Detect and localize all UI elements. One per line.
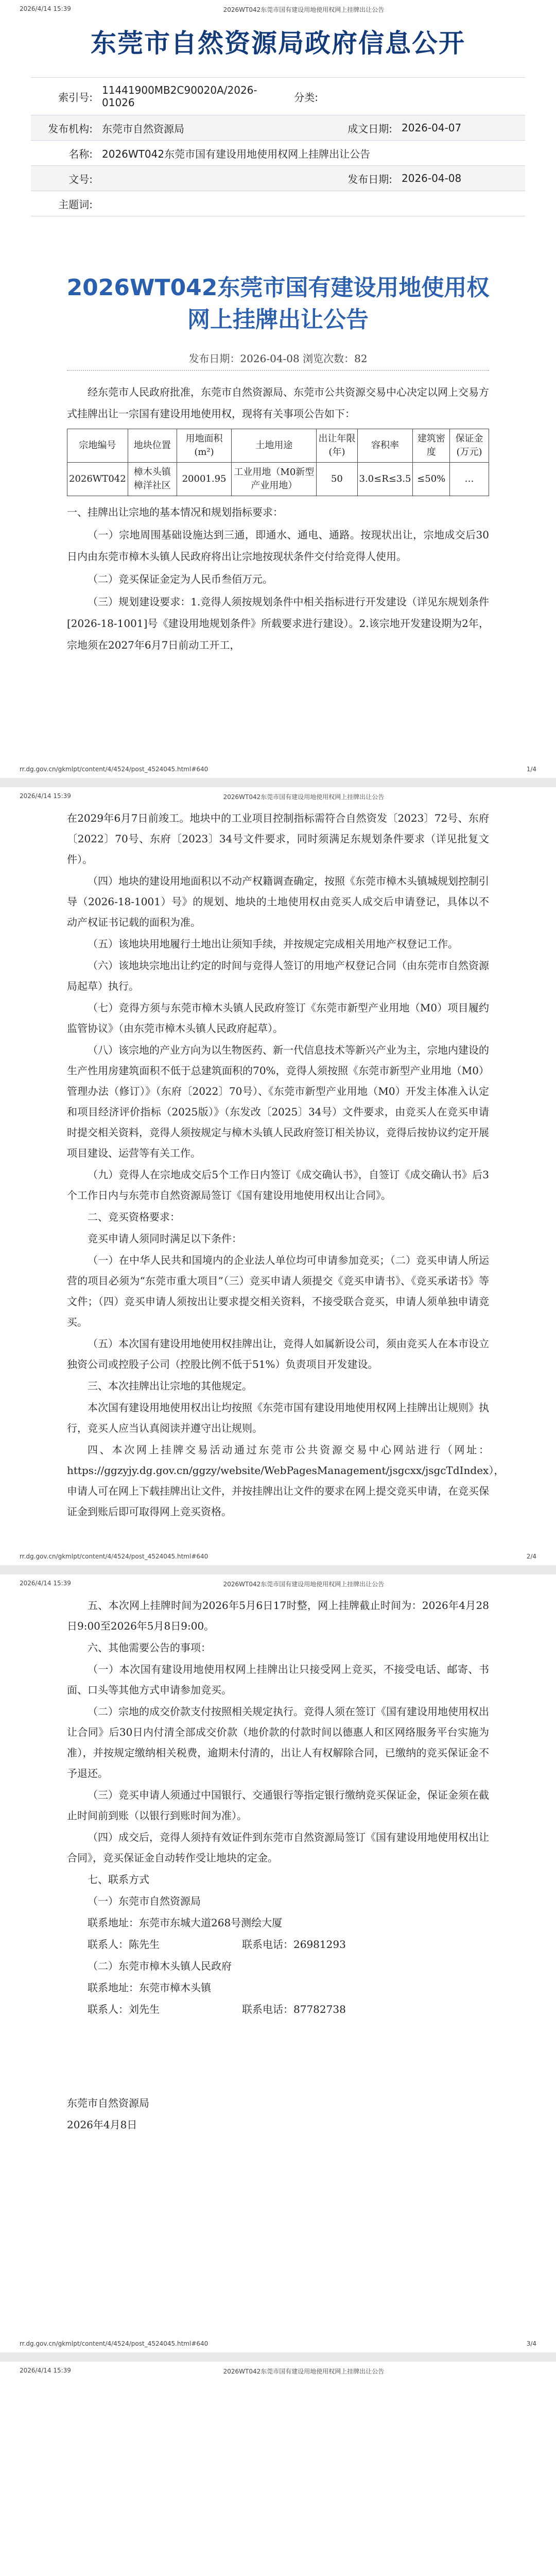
section-heading: 六、其他需要公告的事项： [88,1641,211,1654]
land-table-cell: … [449,463,489,496]
print-url: rr.dg.gov.cn/gkmlpt/content/4/4524/post_4524045.html#640 [20,766,208,773]
print-datetime: 2026/4/14 15:39 [20,1580,71,1587]
divider [67,370,489,371]
section-heading: 一、挂牌出让宗地的基本情况和规划指标要求： [67,506,283,518]
print-header [20,1580,536,1588]
signature-date: 2026年4月8日 [67,2119,137,2131]
pubdate-value: 2026-04-08 [402,172,462,184]
org-label: 发布机构: [48,122,93,135]
docno-label: 文号: [68,173,93,185]
contact-org: （一）东莞市自然资源局 [88,1895,201,1907]
land-table-cell: 工业用地（M0新型产业用地） [232,463,317,496]
publish-info: 发布日期：2026-04-08 浏览次数：82 [188,352,368,365]
print-page-4 [0,2362,556,2576]
body-paragraph: （四）成交后，竞得人须持有效证件到东莞市自然资源局签订《国有建设用地使用权出让合同》，竞买保证金自动转作受让地块的定金。 [67,1831,489,1864]
category-label: 分类: [294,91,318,104]
body-paragraph: （一）宗地周围基础设施达到三通，即通水、通电、通路。按现状出让，宗地成交后30日内由东莞市樟木头镇人民政府将出让宗地按现状条件交付给竞得人使用。 [67,529,489,563]
contact-address: 联系地址：东莞市樟木头镇 [88,1981,211,1994]
land-table-row [67,463,489,496]
land-table [67,429,489,496]
body-paragraph: （一）在中华人民共和国境内的企业法人单位均可申请参加竞买；（二）竞买申请人所运营的项目必须为“东莞市重大项目”（三）竞买申请人须提交《竞买申请书》、《竞买承诺书》等文件；（四）竞买申请人须按出让要求提交相关资料，不接受联合竞买，申请人须单独申请竞买。 [67,1254,489,1328]
body-paragraph: （九）竞得人在宗地成交后5个工作日内签订《成交确认书》，自签订《成交确认书》后3个工作日内与东莞市自然资源局签订《国有建设用地使用权出让合同》。 [67,1168,489,1201]
document-body-page-3 [67,1595,489,2136]
pubdate-label: 发布日期: [348,173,392,185]
section-heading: 三、本次挂牌出让宗地的其他规定。 [88,1380,252,1392]
print-header-title: 2026WT042东莞市国有建设用地使用权网上挂牌出让公告 [223,793,385,801]
contact-address: 联系地址：东莞市东城大道268号测绘大厦 [88,1917,283,1929]
index-label: 索引号: [58,91,93,104]
land-table-header: 地块位置 [128,429,177,463]
body-paragraph: （三）竞买申请人须通过中国银行、交通银行等指定银行缴纳竞买保证金，保证金须在截止时间前到账（以银行到账时间为准）。 [67,1789,489,1822]
print-datetime: 2026/4/14 15:39 [20,792,71,800]
print-datetime: 2026/4/14 15:39 [20,2367,71,2374]
land-table-header-row [67,429,489,463]
created-value: 2026-04-07 [402,122,462,134]
document-body-page-1 [67,381,489,657]
contact-person: 联系人：刘先生 联系电话：87782738 [88,2003,346,2015]
print-footer [20,766,536,773]
print-footer [20,1553,536,1560]
org-value: 东莞市自然资源局 [102,122,184,135]
print-header-title: 2026WT042东莞市国有建设用地使用权网上挂牌出让公告 [223,1581,385,1588]
body-paragraph: 竞买申请人须同时满足以下条件： [88,1232,242,1245]
section-heading: 二、竞买资格要求： [88,1211,180,1223]
keywords-label: 主题词: [58,198,93,211]
body-paragraph: （三）规划建设要求：1.竞得人须按规划条件中相关指标进行开发建设（详见东规划条件[2026-18-1001]号《建设用地规划条件》所载要求进行建设）。2.该宗地开发建设期为2年，宗地须在2027年6月7日前动工开工， [67,596,489,651]
body-paragraph: 四、本次网上挂牌交易活动通过东莞市公共资源交易中心网站进行（网址：https://ggzyjy.dg.gov.cn/ggzy/website/WebPagesManagement/jsgcxx/jsgcTdIndex），申请人可在网上下载挂牌出让文件，并按挂牌出让文件的要求在网上提交竞买申请，在竞买保证金到账后即可取得网上竞买资格。 [67,1444,505,1518]
print-page-2 [0,787,556,1565]
index-value: 11441900MB2C90020A/2026-01026 [102,84,257,109]
body-paragraph: 在2029年6月7日前竣工。地块中的工业项目控制指标需符合自然资发〔2023〕72号、东府〔2022〕70号、东府〔2023〕34号文件要求，同时须满足东规划条件要求（详见批复文件）。 [67,812,489,866]
body-paragraph: 本次国有建设用地使用权出让均按照《东莞市国有建设用地使用权网上挂牌出让规则》执行，竞买人应当认真阅读并遵守出让规则。 [67,1401,489,1434]
intro-paragraph: 经东莞市人民政府批准，东莞市自然资源局、东莞市公共资源交易中心决定以网上交易方式挂牌出让一宗国有建设用地使用权，现将有关事项公告如下： [67,386,489,420]
meta-row-keywords [31,191,525,216]
body-paragraph: （一）本次国有建设用地使用权网上挂牌出让只接受网上竞买，不接受电话、邮寄、书面、口头等其他方式申请参加竞买。 [67,1663,489,1696]
document-body-page-2 [67,808,505,1523]
print-header [20,792,536,801]
name-label: 名称: [68,147,93,160]
print-header-title: 2026WT042东莞市国有建设用地使用权网上挂牌出让公告 [223,6,385,13]
body-paragraph: 五、本次网上挂牌时间为2026年5月6日17时整，网上挂牌截止时间为：2026年4月28日9:00至2026年5月8日9:00。 [67,1599,489,1632]
land-table-header: 土地用途 [232,429,317,463]
print-page-3 [0,1574,556,2352]
body-paragraph: （八）该宗地的产业方向为以生物医药、新一代信息技术等新兴产业为主，宗地内建设的生产性用房建筑面积不低于总建筑面积的70%，竞得人须按照《东莞市新型产业用地（M0）管理办法（修订）》（东府〔2022〕70号）、《东莞市新型产业用地（M0）开发主体准入认定和项目经济评价指标（2025版）》（东发改〔2025〕34号）文件要求，由竞买人在竞买申请时提交相关资料，竞得人须按规定与樟木头镇人民政府签订相关协议，竞得后按协议约定开展项目建设、运营等有关工作。 [67,1044,489,1159]
body-paragraph: （五）该地块用地履行土地出让须知手续，并按规定完成相关用地产权登记工作。 [88,938,458,950]
body-paragraph: （五）本次国有建设用地使用权挂牌出让，竞得人如属新设公司，须由竞买人在本市设立独资公司或控股子公司（控股比例不低于51%）负责项目开发建设。 [67,1337,489,1370]
meta-row-name [31,141,525,166]
site-title: 东莞市自然资源局政府信息公开 [91,28,465,58]
land-table-cell: 2026WT042 [67,463,128,496]
section-heading: 七、联系方式 [88,1873,149,1886]
signature-org: 东莞市自然资源局 [67,2097,149,2109]
print-url: rr.dg.gov.cn/gkmlpt/content/4/4524/post_4524045.html#640 [20,2340,208,2347]
body-paragraph: （七）竞得方须与东莞市樟木头镇人民政府签订《东莞市新型产业用地（M0）项目履约监管协议》（由东莞市樟木头镇人民政府起草）。 [67,1002,489,1035]
page-number: 3/4 [526,2340,536,2347]
page-number: 1/4 [526,766,536,773]
body-paragraph: （二）宗地的成交价款支付按照相关规定执行。竞得人须在签订《国有建设用地使用权出让合同》后30日内付清全部成交价款（地价款的付款时间以德惠人和区网络服务平台实施为准），并按规定缴纳相关税费，逾期未付清的，出让人有权解除合同，已缴纳的竞买保证金不予退还。 [67,1705,489,1780]
print-page-1 [0,0,556,778]
land-table-header: 用地面积(m²) [177,429,232,463]
contact-org: （二）东莞市樟木头镇人民政府 [88,1960,232,1972]
body-paragraph: （二）竞买保证金定为人民币叁佰万元。 [88,573,273,585]
print-footer [20,2340,536,2347]
body-paragraph: （六）该地块宗地出让约定的时间与竞得人签订的用地产权登记合同（由东莞市自然资源局起草）执行。 [67,959,489,992]
print-header [20,2367,536,2376]
print-url: rr.dg.gov.cn/gkmlpt/content/4/4524/post_4524045.html#640 [20,1553,208,1560]
page-number: 2/4 [526,1553,536,1560]
land-table-cell: 20001.95 [177,463,232,496]
land-table-header: 保证金(万元) [449,429,489,463]
print-header-title: 2026WT042东莞市国有建设用地使用权网上挂牌出让公告 [223,2368,385,2375]
body-paragraph: （四）地块的建设用地面积以不动产权籍调查确定，按照《东莞市樟木头镇城规划控制引导（2026-18-1001）号》的规划、地块的土地使用权由竞买人成交后申请登记，具体以不动产权证书记载的面积为准。 [67,875,489,928]
land-table-header: 容积率 [357,429,413,463]
meta-row-org [31,115,525,141]
name-value: 2026WT042东莞市国有建设用地使用权网上挂牌出让公告 [102,147,371,160]
meta-row-docno [31,166,525,191]
land-table-cell: ≤50% [413,463,450,496]
land-table-header: 出让年限(年) [317,429,357,463]
metadata-table [31,77,525,216]
land-table-cell: 樟木头镇樟洋社区 [128,463,177,496]
created-label: 成文日期: [348,122,392,135]
contact-person: 联系人：陈先生 联系电话：26981293 [88,1938,346,1951]
land-table-cell: 3.0≤R≤3.5 [357,463,413,496]
print-datetime: 2026/4/14 15:39 [20,5,71,12]
land-table-header: 宗地编号 [67,429,128,463]
land-table-cell: 50 [317,463,357,496]
land-table-header: 建筑密度 [413,429,450,463]
print-header [20,5,536,14]
document-title: 2026WT042东莞市国有建设用地使用权网上挂牌出让公告 [66,275,490,333]
meta-row-index [31,78,525,115]
